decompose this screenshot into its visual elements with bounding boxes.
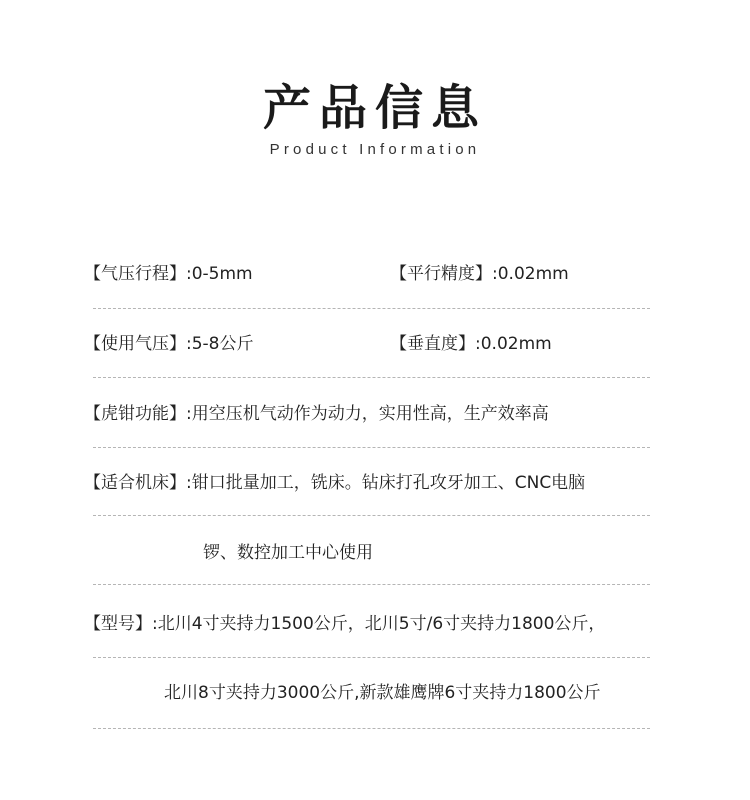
spec-parallel-precision-label: 【平行精度】 bbox=[390, 264, 492, 284]
divider bbox=[93, 657, 650, 658]
spec-model-value: :北川4寸夹持力1500公斤，北川5寸/6寸夹持力1800公斤， bbox=[152, 614, 606, 634]
divider bbox=[93, 728, 650, 729]
spec-suitable-machines-value: :钳口批量加工，铣床。钻床打孔攻牙加工、CNC电脑 bbox=[186, 473, 586, 493]
divider bbox=[93, 515, 650, 516]
spec-suitable-machines-label: 【适合机床】 bbox=[84, 473, 186, 493]
spec-model-label: 【型号】 bbox=[84, 614, 152, 634]
spec-stroke-label: 【气压行程】 bbox=[84, 264, 186, 284]
divider bbox=[93, 308, 650, 309]
spec-vise-function-value: :用空压机气动作为动力，实用性高，生产效率高 bbox=[186, 404, 549, 424]
spec-vise-function-label: 【虎钳功能】 bbox=[84, 404, 186, 424]
spec-parallel-precision bbox=[390, 262, 569, 286]
spec-perpendicularity bbox=[390, 332, 552, 356]
spec-working-pressure-label: 【使用气压】 bbox=[84, 334, 186, 354]
spec-vise-function bbox=[84, 402, 549, 426]
spec-parallel-precision-value: :0.02mm bbox=[492, 264, 569, 284]
page-subtitle: Product Information bbox=[269, 141, 481, 158]
spec-perpendicularity-label: 【垂直度】 bbox=[390, 334, 475, 354]
spec-stroke-value: :0-5mm bbox=[186, 264, 253, 284]
spec-model bbox=[84, 612, 605, 636]
page-title: 产品信息 bbox=[262, 80, 487, 136]
spec-suitable-machines-continued: 锣、数控加工中心使用 bbox=[203, 543, 373, 563]
spec-stroke bbox=[84, 262, 253, 286]
spec-working-pressure bbox=[84, 332, 254, 356]
spec-perpendicularity-value: :0.02mm bbox=[475, 334, 552, 354]
divider bbox=[93, 447, 650, 448]
spec-model-continued: 北川8寸夹持力3000公斤,新款雄鹰牌6寸夹持力1800公斤 bbox=[164, 683, 601, 703]
spec-suitable-machines bbox=[84, 471, 585, 495]
divider bbox=[93, 584, 650, 585]
spec-working-pressure-value: :5-8公斤 bbox=[186, 334, 254, 354]
divider bbox=[93, 377, 650, 378]
